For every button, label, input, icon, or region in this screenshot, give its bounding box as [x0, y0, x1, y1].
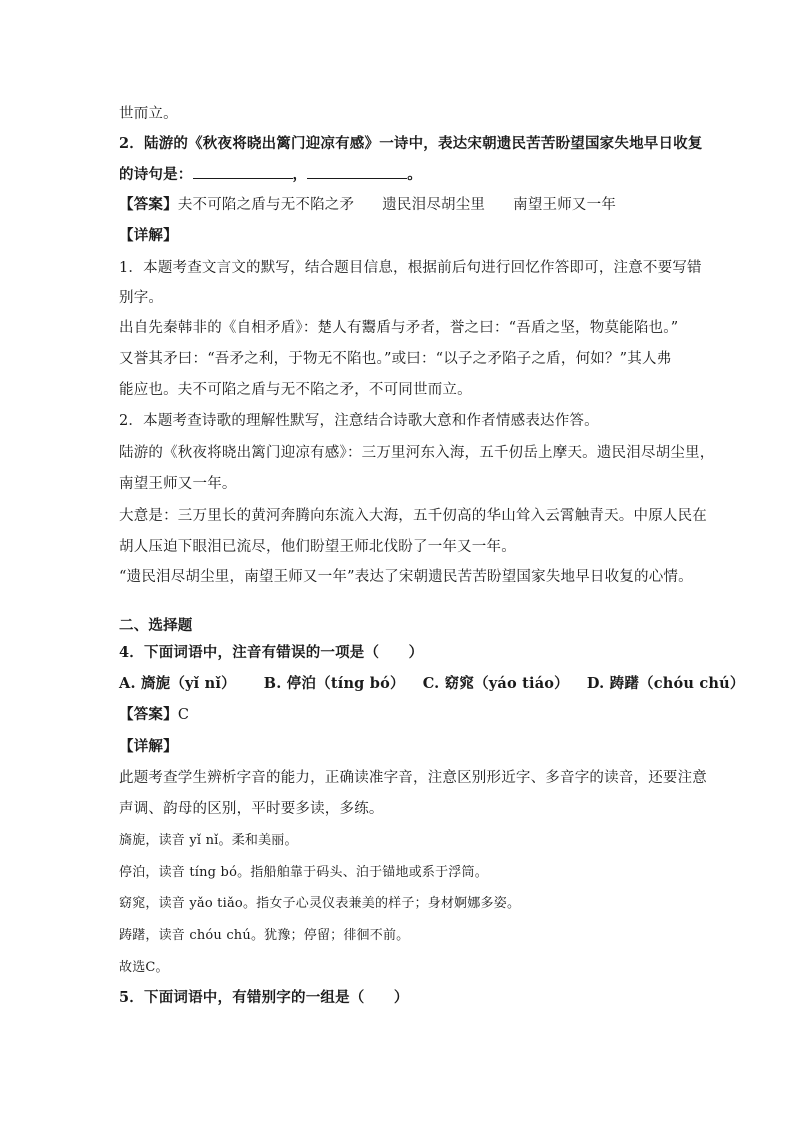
text-line: 窈窕，读音 yǎo tiǎo。指女子心灵仪表兼美的样子；身材婀娜多姿。	[119, 896, 521, 911]
question-2-blanks	[119, 164, 422, 185]
answer-blank-1	[193, 164, 293, 179]
text-line: 停泊，读音 tíng bó。指船舶靠于码头、泊于锚地或系于浮筒。	[119, 865, 488, 880]
option-d: D. 踌躇（chóu chú）	[586, 675, 745, 692]
text-line: 2．本题考查诗歌的理解性默写，注意结合诗歌大意和作者情感表达作答。	[119, 413, 599, 429]
blank-end: 。	[407, 166, 422, 183]
question-4-stem: 4．下面词语中，注音有错误的一项是（ ）	[119, 644, 424, 661]
option-a: A. 旖旎（yǐ nǐ）	[119, 675, 236, 692]
text-line: 陆游的《秋夜将晓出篱门迎凉有感》：三万里河东入海，五千仞岳上摩天。遗民泪尽胡尘里，	[119, 445, 715, 461]
question-5-stem: 5．下面词语中，有错别字的一组是（ ）	[119, 989, 409, 1006]
text-line: 旖旎，读音 yǐ nǐ。柔和美丽。	[119, 833, 298, 848]
answer-line-q2	[119, 195, 616, 215]
text-line: 世而立。	[119, 106, 178, 122]
text-line: 能应也。夫不可陷之盾与无不陷之矛，不可同世而立。	[119, 382, 472, 398]
section-heading: 二、选择题	[119, 617, 193, 634]
text-line: 1．本题考查文言文的默写，结合题目信息，根据前后句进行回忆作答即可，注意不要写错	[119, 260, 702, 276]
text-line: 此题考查学生辨析字音的能力，正确读准字音，注意区别形近字、多音字的读音，还要注意	[119, 770, 707, 786]
text-line: 大意是：三万里长的黄河奔腾向东流入大海，五千仞高的华山耸入云霄触青天。中原人民在	[119, 508, 707, 524]
text-line: 别字。	[119, 290, 164, 306]
text-line: 南望王师又一年。	[119, 476, 237, 492]
answer-part-2: 遗民泪尽胡尘里	[382, 197, 486, 213]
question-4-options	[119, 674, 745, 694]
answer-line-q4	[119, 705, 189, 725]
text-line: 又誉其矛曰：“吾矛之利，于物无不陷也。”或曰：“以子之矛陷子之盾，何如？”其人弗	[119, 351, 672, 367]
option-c: C. 窈窕（yáo tiáo）	[422, 675, 569, 692]
answer-label: 【答案】	[119, 196, 178, 213]
blank-separator: ，	[292, 166, 308, 183]
answer-part-1: 夫不可陷之盾与无不陷之矛	[177, 197, 355, 213]
text-line: 声调、韵母的区别，平时要多读，多练。	[119, 801, 384, 817]
answer-label: 【答案】	[119, 706, 178, 723]
text-line: 踌躇，读音 chóu chú。犹豫；停留；徘徊不前。	[119, 928, 410, 943]
text-line: 胡人压迫下眼泪已流尽，他们盼望王师北伐盼了一年又一年。	[119, 539, 516, 555]
text-line: 故选C。	[119, 960, 169, 975]
answer-value: C	[177, 707, 190, 723]
detail-label: 【详解】	[119, 227, 178, 244]
question-2-stem: 2．陆游的《秋夜将晓出篱门迎凉有感》一诗中，表达宋朝遗民苦苦盼望国家失地早日收复	[119, 135, 703, 152]
answer-part-3: 南望王师又一年	[513, 197, 617, 213]
detail-label: 【详解】	[119, 738, 178, 755]
blank-lead-text: 的诗句是：	[119, 166, 193, 183]
text-line: 出自先秦韩非的《自相矛盾》：楚人有鬻盾与矛者，誉之曰：“吾盾之坚，物莫能陷也。”	[119, 320, 679, 336]
option-b: B. 停泊（tíng bó）	[263, 675, 405, 692]
answer-blank-2	[307, 164, 407, 179]
text-line: “遗民泪尽胡尘里，南望王师又一年”表达了宋朝遗民苦苦盼望国家失地早日收复的心情。	[119, 569, 693, 585]
